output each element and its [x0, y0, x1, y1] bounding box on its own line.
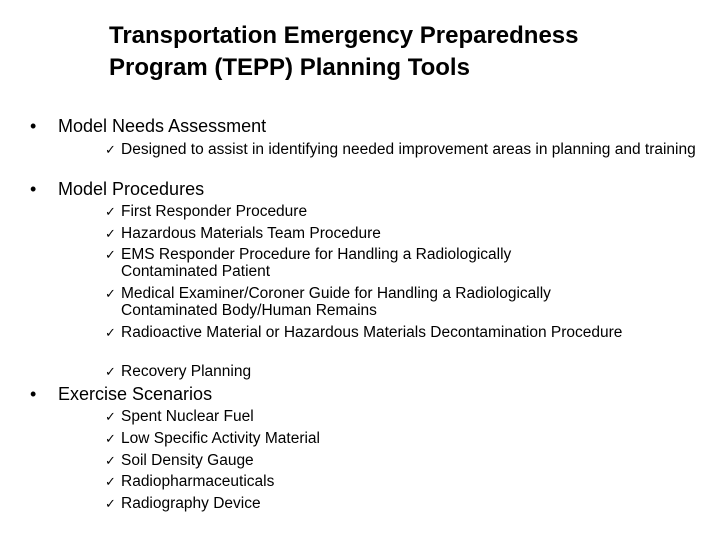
checkmark-icon: ✓: [105, 454, 116, 469]
list-item-text: Spent Nuclear Fuel: [121, 408, 254, 425]
list-item: [105, 452, 705, 470]
list-item-text: Recovery Planning: [121, 363, 252, 380]
checkmark-icon: ✓: [105, 497, 116, 512]
slide-title: [109, 20, 709, 84]
slide-title-line-1: Transportation Emergency Preparedness: [109, 22, 579, 49]
list-item: [105, 285, 630, 319]
checkmark-icon: ✓: [105, 227, 116, 242]
section-heading: [30, 178, 204, 200]
checkmark-icon: ✓: [105, 248, 116, 263]
list-item: [105, 495, 705, 513]
list-item: [105, 473, 705, 491]
checkmark-icon: ✓: [105, 365, 116, 380]
list-item: [105, 430, 705, 448]
section-heading: [30, 115, 266, 137]
list-item-text: Soil Density Gauge: [121, 452, 254, 469]
list-item-text: Designed to assist in identifying needed improvement areas in planning and training: [121, 141, 696, 158]
bullet-icon: •: [30, 116, 37, 136]
list-item-text: EMS Responder Procedure for Handling a Radiologically Contaminated Patient: [121, 246, 512, 280]
list-item-text: First Responder Procedure: [121, 203, 308, 220]
list-item: [105, 408, 705, 426]
slide-title-line-2: Program (TEPP) Planning Tools: [109, 54, 470, 81]
list-item-text: Hazardous Materials Team Procedure: [121, 225, 381, 242]
list-item: [105, 363, 705, 381]
list-item-text: Radiopharmaceuticals: [121, 473, 275, 490]
list-item-text: Radioactive Material or Hazardous Materials Decontamination Procedure: [121, 324, 623, 341]
checkmark-icon: ✓: [105, 326, 116, 341]
bullet-icon: •: [30, 179, 37, 199]
list-item: [105, 324, 630, 342]
checkmark-icon: ✓: [105, 432, 116, 447]
section-label: Model Needs Assessment: [58, 116, 267, 136]
checkmark-icon: ✓: [105, 410, 116, 425]
list-item-text: Radiography Device: [121, 495, 261, 512]
list-item-text: Medical Examiner/Coroner Guide for Handling a Radiologically Contaminated Body/Human Remains: [121, 285, 551, 319]
list-item: [105, 246, 585, 280]
list-item: [105, 203, 705, 221]
bullet-icon: •: [30, 384, 37, 404]
section-label: Model Procedures: [58, 179, 205, 199]
list-item-text: Low Specific Activity Material: [121, 430, 320, 447]
list-item: [105, 225, 705, 243]
section-label: Exercise Scenarios: [58, 384, 213, 404]
list-item: [105, 141, 705, 159]
checkmark-icon: ✓: [105, 205, 116, 220]
checkmark-icon: ✓: [105, 143, 116, 158]
checkmark-icon: ✓: [105, 287, 116, 302]
checkmark-icon: ✓: [105, 475, 116, 490]
section-heading: [30, 383, 212, 405]
